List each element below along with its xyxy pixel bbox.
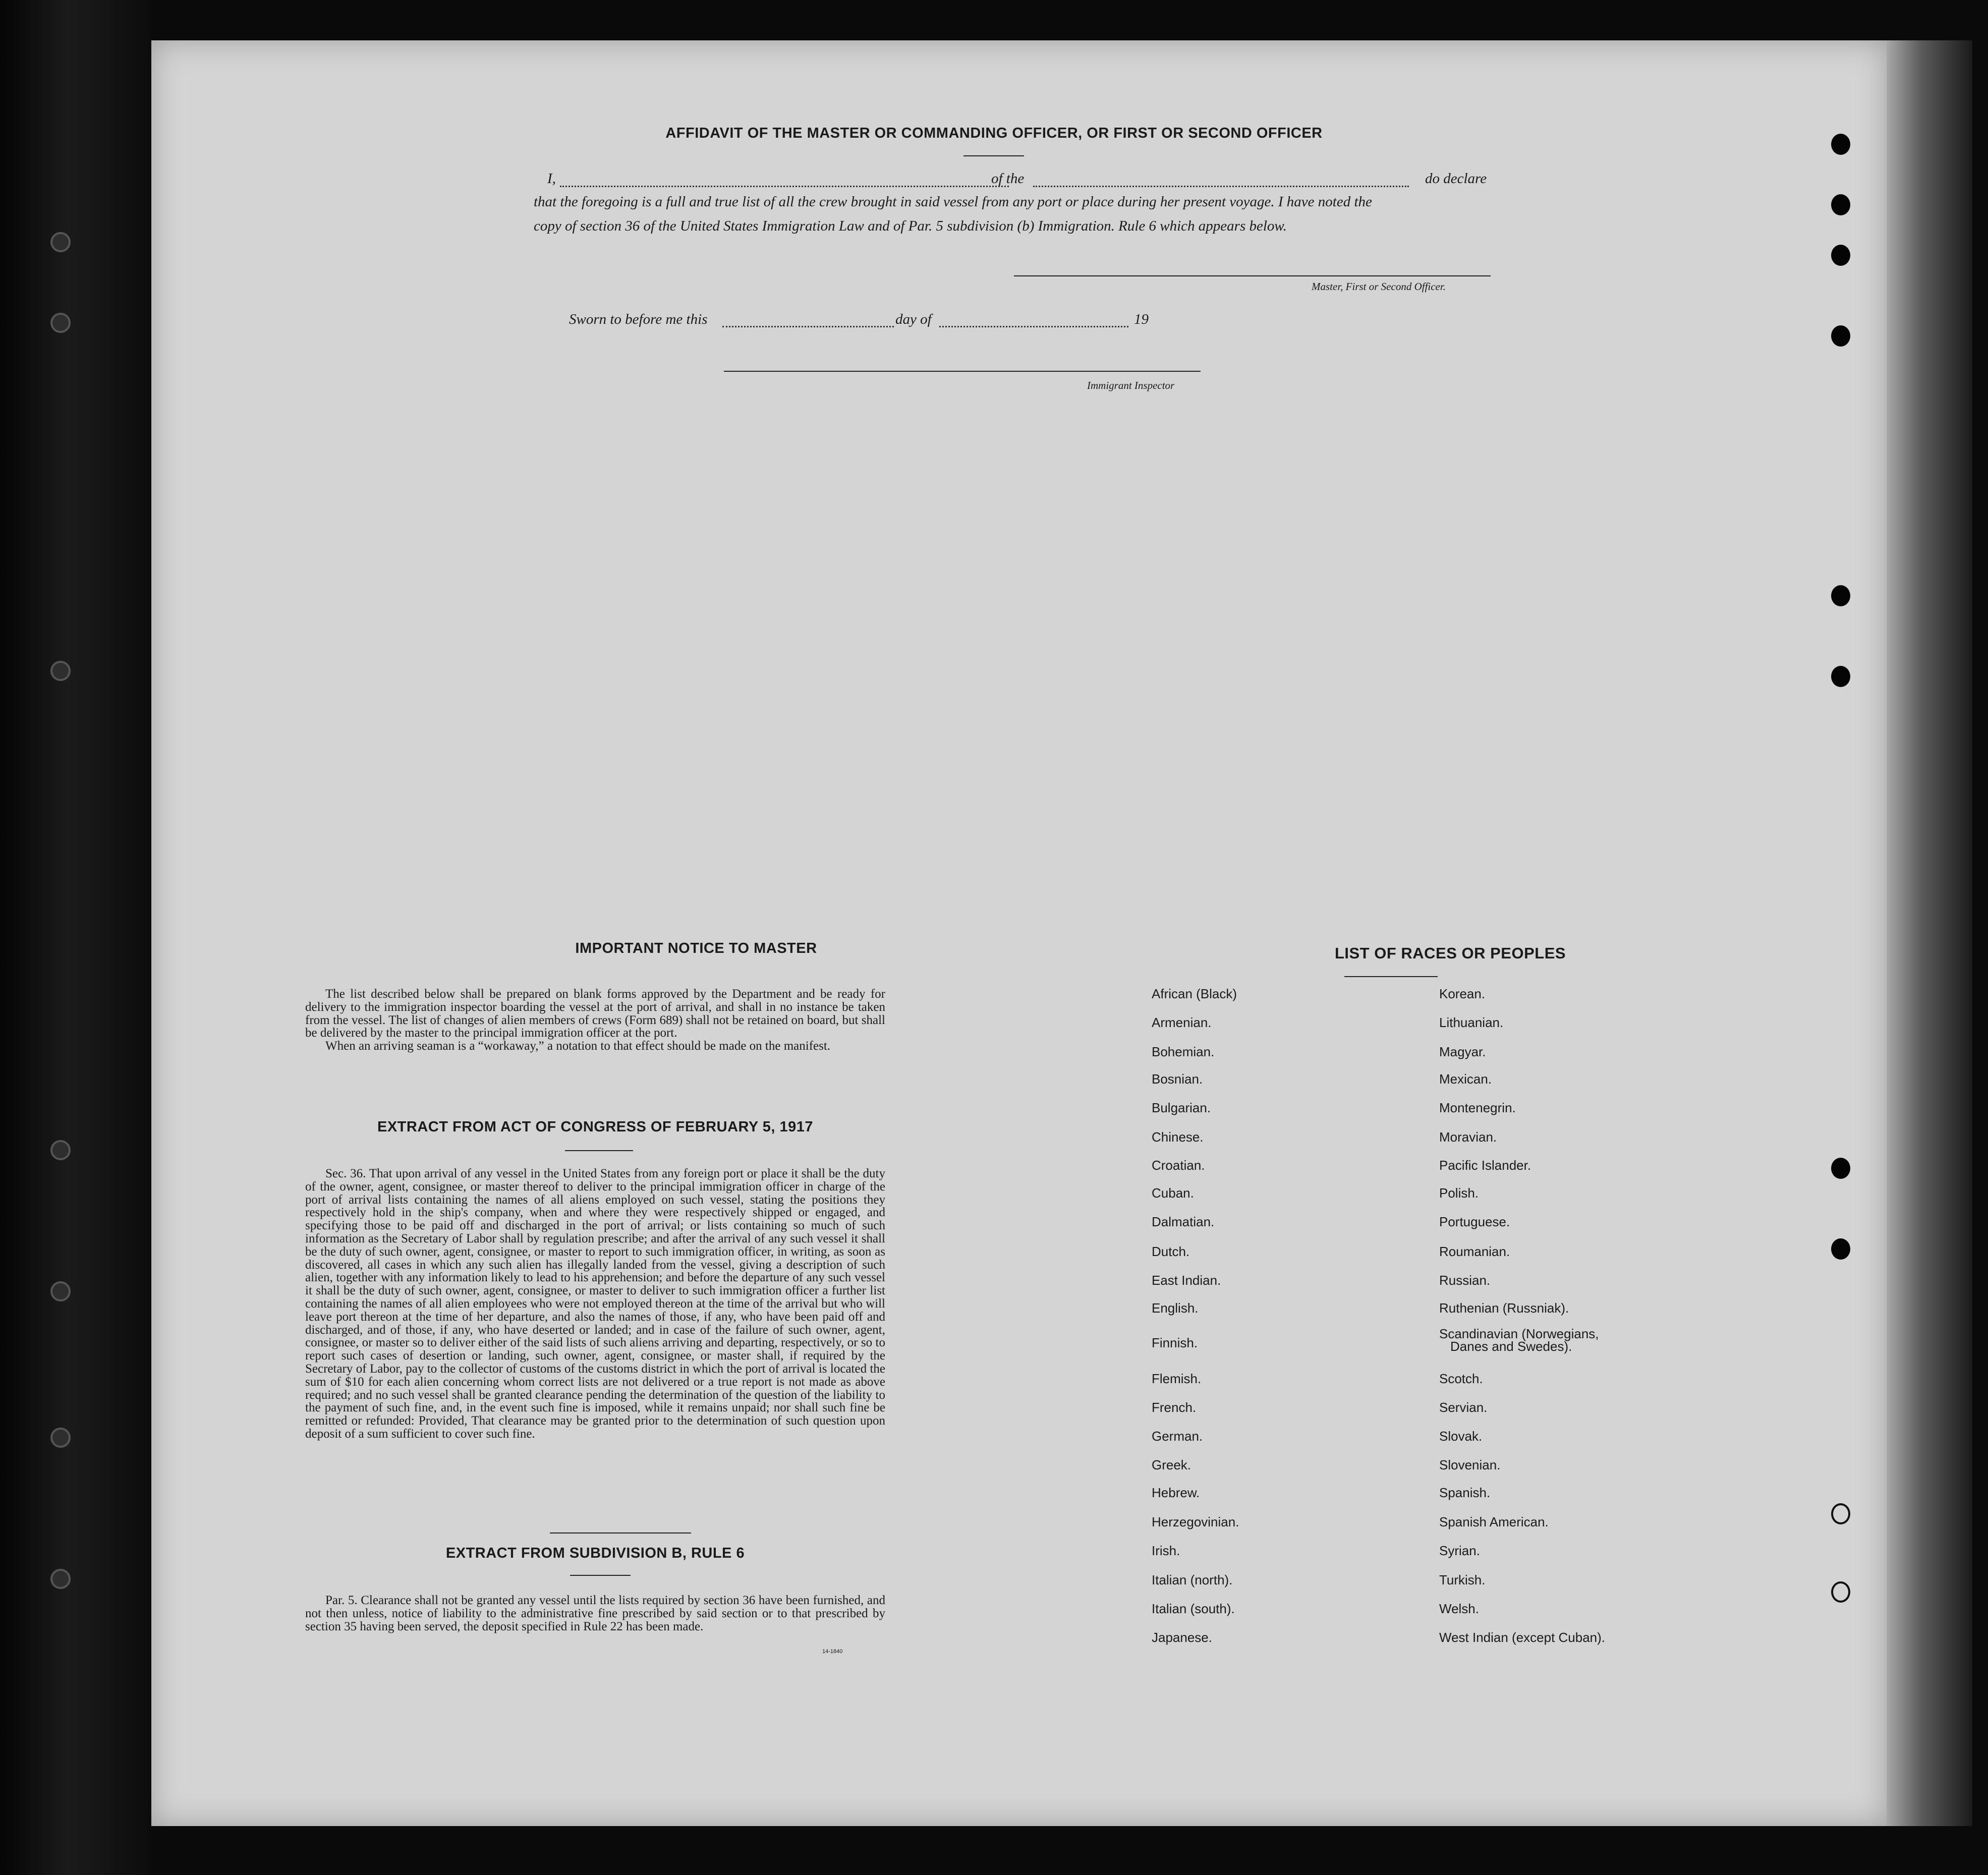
form-number: 14-1840 [822, 1649, 843, 1655]
punch-hole [1831, 1238, 1850, 1260]
notice-body [305, 988, 885, 1053]
vessel-blank[interactable] [1033, 186, 1409, 187]
race-item: Scotch. [1439, 1371, 1483, 1386]
race-item: Slovenian. [1439, 1457, 1501, 1472]
race-item: Dutch. [1152, 1244, 1190, 1259]
races-title: LIST OF RACES OR PEOPLES [1334, 944, 1566, 962]
notice-paragraph-2: When an arriving seaman is a “workaway,” a notation to that effect should be made on the manifest. [325, 1039, 831, 1053]
affidavit-line2: that the foregoing is a full and true list of all the crew brought in said vessel from any port or place during her present voyage. I have noted the [534, 194, 1372, 210]
race-item: English. [1152, 1300, 1199, 1316]
race-item: Italian (north). [1152, 1572, 1233, 1587]
race-item: Moravian. [1439, 1129, 1497, 1145]
extract-rule-text: Par. 5. Clearance shall not be granted any vessel until the lists required by section 36 have been furnished, and not then unless, notice of liability to the administrative fine prescribed by said section or to that prescribed by section 35 having been served, the deposit specified in Rule 22 has been made. [305, 1594, 885, 1633]
binder-hole [50, 313, 71, 333]
extract-act-title: EXTRACT FROM ACT OF CONGRESS OF FEBRUARY 5, 1917 [377, 1119, 814, 1135]
race-item: Lithuanian. [1439, 1015, 1504, 1030]
race-item: Mexican. [1439, 1071, 1492, 1087]
race-item: Armenian. [1152, 1015, 1212, 1030]
punch-hole [1831, 666, 1850, 687]
race-item: Italian (south). [1152, 1601, 1235, 1616]
race-item: Spanish American. [1439, 1514, 1549, 1529]
race-item-continuation: Danes and Swedes). [1450, 1339, 1572, 1354]
inspector-label: Immigrant Inspector [1087, 379, 1175, 391]
race-item: Russian. [1439, 1273, 1491, 1288]
affidavit-do-declare: do declare [1425, 171, 1487, 187]
binder-hole [50, 232, 71, 252]
binder-edge [0, 0, 151, 1875]
race-item: Irish. [1152, 1543, 1180, 1558]
title-underline [963, 155, 1024, 156]
race-item: Magyar. [1439, 1044, 1486, 1059]
binder-hole [50, 1281, 71, 1301]
races-title-underline [1344, 976, 1438, 977]
binder-hole [50, 1140, 71, 1160]
notice-title: IMPORTANT NOTICE TO MASTER [575, 940, 817, 956]
race-item: Bosnian. [1152, 1071, 1203, 1087]
race-item: East Indian. [1152, 1273, 1221, 1288]
race-item: Portuguese. [1439, 1214, 1510, 1229]
master-signature-line[interactable] [1014, 275, 1491, 276]
sworn-month-blank[interactable] [939, 326, 1128, 327]
sworn-day-blank[interactable] [722, 326, 894, 327]
race-item: Greek. [1152, 1457, 1191, 1472]
affidavit-title: AFFIDAVIT OF THE MASTER OR COMMANDING OFFICER, OR FIRST OR SECOND OFFICER [665, 125, 1323, 141]
race-item: Flemish. [1152, 1371, 1202, 1386]
race-item: Scandinavian (Norwegians, [1439, 1326, 1599, 1341]
race-item: African (Black) [1152, 986, 1237, 1001]
race-item: Spanish. [1439, 1485, 1491, 1500]
race-item: Bulgarian. [1152, 1100, 1211, 1115]
race-item: Montenegrin. [1439, 1100, 1516, 1115]
race-item: French. [1152, 1400, 1197, 1415]
extract-act-underline [565, 1150, 633, 1151]
race-item: Korean. [1439, 986, 1486, 1001]
name-blank[interactable] [560, 186, 1009, 187]
binder-hole [50, 1569, 71, 1589]
race-item: West Indian (except Cuban). [1439, 1630, 1606, 1645]
punch-hole [1831, 1503, 1850, 1524]
extract-rule-body [305, 1594, 885, 1633]
race-item: Bohemian. [1152, 1044, 1215, 1059]
affidavit-of-the-label: of the [991, 171, 1025, 187]
race-item: Croatian. [1152, 1158, 1205, 1173]
race-item: Finnish. [1152, 1335, 1198, 1350]
extract-act-text: Sec. 36. That upon arrival of any vessel in the United States from any foreign port or place it shall be the duty of the owner, agent, consignee, or master thereof to deliver to the principal immigration officer in charge of the port of arrival lists containing the names of all aliens employed on such vessel, stating the positions they respectively hold in the ship's company, when and where they were respectively shipped or engaged, and specifying those to be paid off and discharged in the port of arrival; or lists containing so much of such information as the Secretary of Labor shall by regulation prescribe; and after the arrival of any such vessel it shall be the duty of such owner, agent, consignee, or master to report to such immigration officer, in writing, as soon as discovered, all cases in which any such alien has illegally landed from the vessel, giving a description of such alien, together with any information likely to lead to his apprehension; and before the departure of any such vessel it shall be the duty of such owner, agent, consignee, or master to deliver to such immigration officer a further list containing the names of all alien employees who were not employed thereon at the time of the arrival but who will leave port thereon at the time of her departure, and also the names of those, if any, who have been paid off and discharged, and of those, if any, who have deserted or landed; and in case of the failure of such owner, agent, consignee, or master so to deliver either of the said lists of such aliens arriving and departing, respectively, or so to report such cases of desertion or landing, such owner, agent, consignee, or master shall, if required by the Secretary of Labor, pay to the collector of customs of the customs district in which the port of arrival is located the sum of $10 for each alien concerning whom correct lists are not delivered or a true report is not made as above required; and no such vessel shall be granted clearance pending the determination of the question of the liability to the payment of such fine, and, in the event such fine is imposed, while it remains unpaid; nor shall such fine be remitted or refunded: Provided, That clearance may be granted prior to the determination of such question upon deposit of a sum sufficient to cover such fine. [305, 1167, 885, 1441]
sworn-label: Sworn to before me this [569, 311, 708, 327]
notice-paragraph-1: The list described below shall be prepared on blank forms approved by the Department and be ready for delivery to the immigration inspector boarding the vessel at the port of arrival, and shall in no instance be taken from the vessel. The list of changes of alien members of crews (Form 689) shall not be retained on board, but shall be delivered by the master to the principal immigration officer at the port. [305, 987, 885, 1040]
day-of-label: day of [895, 311, 932, 327]
right-page-edge [1887, 40, 1972, 1826]
race-item: Roumanian. [1439, 1244, 1510, 1259]
race-item: German. [1152, 1429, 1203, 1444]
race-item: Chinese. [1152, 1129, 1204, 1145]
race-item: Hebrew. [1152, 1485, 1200, 1500]
race-item: Herzegovinian. [1152, 1514, 1239, 1529]
race-item: Polish. [1439, 1185, 1479, 1201]
race-item: Japanese. [1152, 1630, 1212, 1645]
master-signature-label: Master, First or Second Officer. [1312, 280, 1446, 293]
punch-hole [1831, 325, 1850, 347]
affidavit-line3: copy of section 36 of the United States Immigration Law and of Par. 5 subdivision (b) Immigration. Rule 6 which appears below. [534, 218, 1287, 234]
affidavit-i-label: I, [547, 171, 556, 187]
binder-hole [50, 1428, 71, 1448]
punch-hole [1831, 585, 1850, 606]
race-item: Ruthenian (Russniak). [1439, 1300, 1569, 1316]
punch-hole [1831, 1158, 1850, 1179]
extract-rule-top-rule [550, 1532, 691, 1533]
punch-hole [1831, 1581, 1850, 1603]
race-item: Pacific Islander. [1439, 1158, 1531, 1173]
race-item: Welsh. [1439, 1601, 1479, 1616]
race-item: Dalmatian. [1152, 1214, 1215, 1229]
race-item: Servian. [1439, 1400, 1488, 1415]
race-item: Slovak. [1439, 1429, 1483, 1444]
race-item: Syrian. [1439, 1543, 1480, 1558]
punch-hole [1831, 194, 1850, 215]
extract-rule-underline [570, 1575, 631, 1576]
race-item: Turkish. [1439, 1572, 1486, 1587]
extract-rule-title: EXTRACT FROM SUBDIVISION B, RULE 6 [445, 1545, 745, 1561]
extract-act-body [305, 1167, 885, 1441]
race-item: Cuban. [1152, 1185, 1194, 1201]
punch-hole [1831, 245, 1850, 266]
year-label: 19 [1134, 311, 1149, 327]
binder-hole [50, 661, 71, 681]
inspector-signature-line[interactable] [724, 371, 1201, 372]
